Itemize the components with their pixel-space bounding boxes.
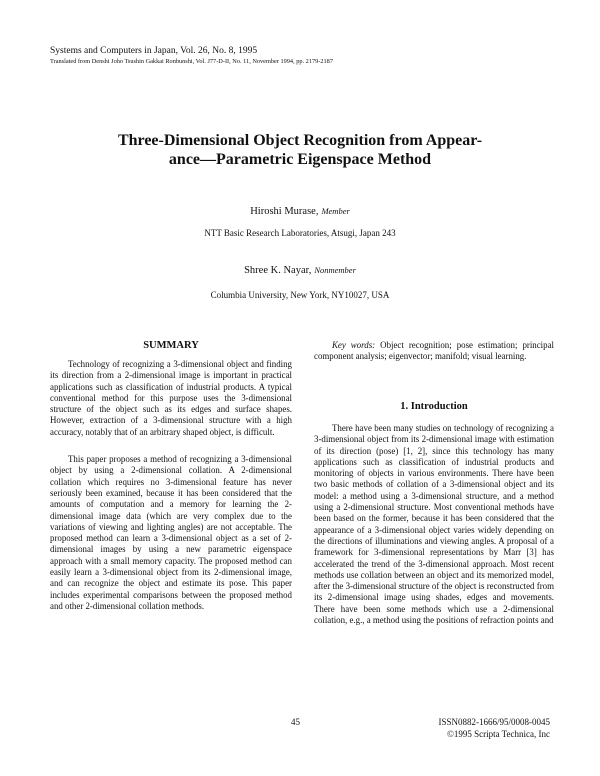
author-2-name: Shree K. Nayar, [244, 265, 312, 276]
summary-paragraph-2: This paper proposes a method of recognizing a 3-dimensional object by using a 2-dimensional collation. A 2-dimensional collation which requires no 3-dimensional feature has never seriously been examined, because it has been considered that the amounts of computation and a memory for learning the 2-dimensional image data (which are very complex due to the variations of viewing and lighting angles) are not acceptable. The proposed method can learn a 3-dimensional object as a set of 2-dimensional images by using a new parametric eigenspace approach with a small memory capacity. The proposed method can easily learn a 3-dimensional object from its 2-dimensional image, and can recognize the object and estimate its pose. This paper includes experimental comparisons between the proposed method and other 2-dimensional collation methods. [50, 454, 292, 611]
introduction-paragraph: There have been many studies on technology of recognizing a 3-dimensional object from its 2-dimensional image with estimation of its direction (pose) [1, 2], since this technology has many applications such as classification of industrial products and monitoring of objects in various environments. There have been two basic methods of collation of a 3-dimensional object and its model: a method using a 3-dimensional structure, and a method using a 2-dimensional structure. Most conventional methods have been based on the former, because it has been considered that the appearance of a 3-dimensional object varies widely depending on the directions of illuminations and viewing angles. A proposal of a framework for 3-dimensional representations by Marr [3] has accelerated the trend of the 3-dimensional approach. Most recent methods use collation between an object and its memorized model, after the 3-dimensional structure of the object is reconstructed from its 2-dimensional image using shades, edges and movements. There have been some methods which use a 2-dimensional collation, e.g., a method using the positions of refraction points and [314, 423, 554, 626]
author-1 [0, 206, 600, 217]
issn-line: ISSN0882-1666/95/0008-0045 [438, 717, 550, 727]
keywords-block [314, 340, 554, 363]
paper-title [60, 131, 540, 169]
page-number: 45 [291, 717, 300, 727]
author-2-affiliation: Columbia University, New York, NY10027, USA [210, 290, 390, 300]
title-line-1: Three-Dimensional Object Recognition from Appear- [117, 132, 483, 149]
author-2 [0, 265, 600, 276]
author-1-role: Member [321, 206, 350, 216]
summary-section [50, 340, 292, 612]
author-1-affiliation: NTT Basic Research Laboratories, Atsugi, Japan 243 [204, 228, 396, 238]
keywords-list: Object recognition; pose estimation; principal component analysis; eigenvector; manifold; visual learning. [314, 340, 554, 362]
title-line-2: ance—Parametric Eigenspace Method [168, 151, 432, 168]
journal-citation: Systems and Computers in Japan, Vol. 26, No. 8, 1995 [50, 46, 258, 56]
copyright-line: ©1995 Scripta Technica, Inc [446, 729, 550, 739]
keywords-label: Key words: [332, 340, 376, 350]
translation-note: Translated from Denshi Joho Tsushin Gakkai Ronbunshi, Vol. J77-D-II, No. 11, November 1994, pp. 2179-2187 [50, 58, 333, 65]
keywords-text [314, 340, 554, 363]
author-1-name: Hiroshi Murase, [250, 206, 319, 217]
introduction-heading: 1. Introduction [400, 401, 468, 412]
introduction-section [314, 401, 554, 626]
summary-paragraph-1: Technology of recognizing a 3-dimensional object and finding its direction from a 2-dimensional image is important in practical applications such as classification of industrial products. A typical conventional method for this purpose uses the 3-dimensional structure of the object such as its edges and surface shapes. However, extraction of a 3-dimensional structure with a high accuracy, notably that of an arbitrary shaped object, is difficult. [50, 359, 292, 437]
summary-heading: SUMMARY [143, 340, 199, 351]
author-2-role: Nonmember [314, 265, 356, 275]
